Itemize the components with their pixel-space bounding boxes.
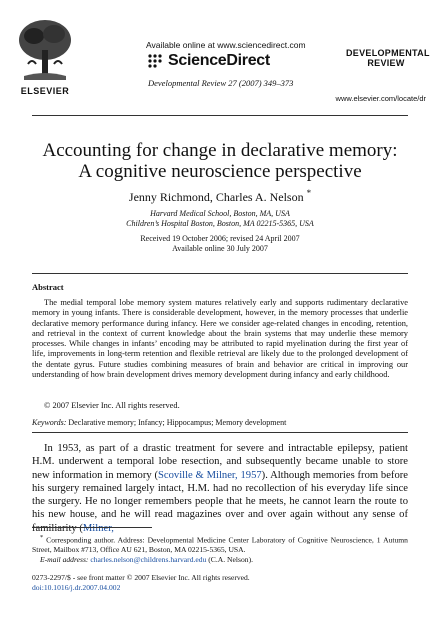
- footnote: [32, 533, 408, 564]
- sciencedirect-dots-icon: [146, 52, 164, 70]
- affiliation-2: Children’s Hospital Boston, Boston, MA 02215-5365, USA: [126, 219, 314, 228]
- email-link[interactable]: charles.nelson@childrens.harvard.edu: [90, 554, 207, 564]
- sciencedirect-logo[interactable]: [146, 52, 270, 70]
- footnote-divider: [32, 527, 152, 528]
- journal-title-line1: DEVELOPMENTAL: [346, 48, 430, 58]
- front-matter-line: 0273-2297/$ - see front matter © 2007 Elsevier Inc. All rights reserved.: [32, 573, 250, 582]
- sciencedirect-wordmark: ScienceDirect: [168, 52, 270, 69]
- title-line2: A cognitive neuroscience perspective: [78, 161, 362, 182]
- corresponding-author-mark[interactable]: *: [306, 188, 312, 198]
- journal-title-line2: REVIEW: [367, 58, 405, 68]
- journal-url[interactable]: www.elsevier.com/locate/dr: [335, 94, 426, 103]
- abstract-copyright: © 2007 Elsevier Inc. All rights reserved.: [44, 401, 180, 410]
- journal-reference: Developmental Review 27 (2007) 349–373: [148, 78, 294, 88]
- affiliation-1: Harvard Medical School, Boston, MA, USA: [150, 209, 290, 218]
- email-label: E-mail address:: [40, 554, 89, 564]
- author-list: [32, 188, 408, 205]
- footnote-mark: *: [40, 534, 44, 541]
- article-dates: [32, 234, 408, 254]
- elsevier-tree-logo: [14, 14, 76, 86]
- article-title: [32, 140, 408, 182]
- title-line1: Accounting for change in declarative memory:: [42, 140, 398, 161]
- body-text-b: ). Although memories from before his surgery remained largely intact, H.M. had no recollection of his everyday life since the surgery. He no longer remembers people that he meets, he cannot learn the route to his new house, and he will read magazines over and over again without any sense of familiarity (: [32, 469, 408, 534]
- abstract-top-divider: [32, 273, 408, 274]
- body-paragraph-1: [32, 442, 408, 535]
- received-dates: Received 19 October 2006; revised 24 April 2007: [140, 234, 300, 243]
- keywords-label: Keywords:: [32, 418, 67, 427]
- doi-link[interactable]: doi:10.1016/j.dr.2007.04.002: [32, 583, 121, 592]
- header-divider: [32, 115, 408, 116]
- article-header: [14, 14, 430, 110]
- citation-milner[interactable]: Milner,: [82, 522, 114, 534]
- publisher-name: ELSEVIER: [20, 86, 70, 96]
- footnote-email: [32, 555, 408, 565]
- available-online-date: Available online 30 July 2007: [172, 244, 268, 253]
- abstract-bottom-divider: [32, 432, 408, 433]
- citation-scoville-milner[interactable]: Scoville & Milner, 1957: [158, 469, 262, 481]
- abstract-text: The medial temporal lobe memory system matures relatively early and supports rudimentary declarative memory in young infants. There is considerable development, however, in the memory processes that underlie declarative memory performance during infancy. Here we consider age-related changes in encoding, retention, and retrieval in the context of current knowledge about the brain systems that may underlie these memory processes. While changes in infants’ encoding may be attributed to rapid myelination during the first year of life, improvements in long-term retention and flexible retrieval are likely due to the prolonged development of the dentate gyrus. Future studies combining measures of brain and behavior are critical in improving our understanding of how brain development drives memory development during infancy and early childhood.: [32, 298, 408, 380]
- keywords-list: Declarative memory; Infancy; Hippocampus; Memory development: [68, 418, 287, 427]
- email-suffix: (C.A. Nelson).: [208, 554, 253, 564]
- footnote-text: Corresponding author. Address: Developmental Medicine Center Laboratory of Cognitive Neuroscience, 1 Autumn Street, Mailbox #713, Office AU 621, Boston, MA 02215-5365, USA.: [32, 535, 408, 555]
- available-online-text[interactable]: Available online at www.sciencedirect.com: [146, 40, 306, 50]
- abstract-heading: Abstract: [32, 282, 64, 292]
- body-text-a: In 1953, as part of a drastic treatment for severe and intractable epilepsy, patient H.M. underwent a temporal lobe resection, and subsequently became unable to store new information in memory (: [32, 443, 408, 481]
- footnote-main: [32, 533, 408, 555]
- affiliations: [32, 209, 408, 229]
- authors-text: Jenny Richmond, Charles A. Nelson: [128, 190, 304, 204]
- keywords: [32, 418, 286, 427]
- issn-block: [32, 573, 250, 593]
- journal-title: [346, 48, 430, 68]
